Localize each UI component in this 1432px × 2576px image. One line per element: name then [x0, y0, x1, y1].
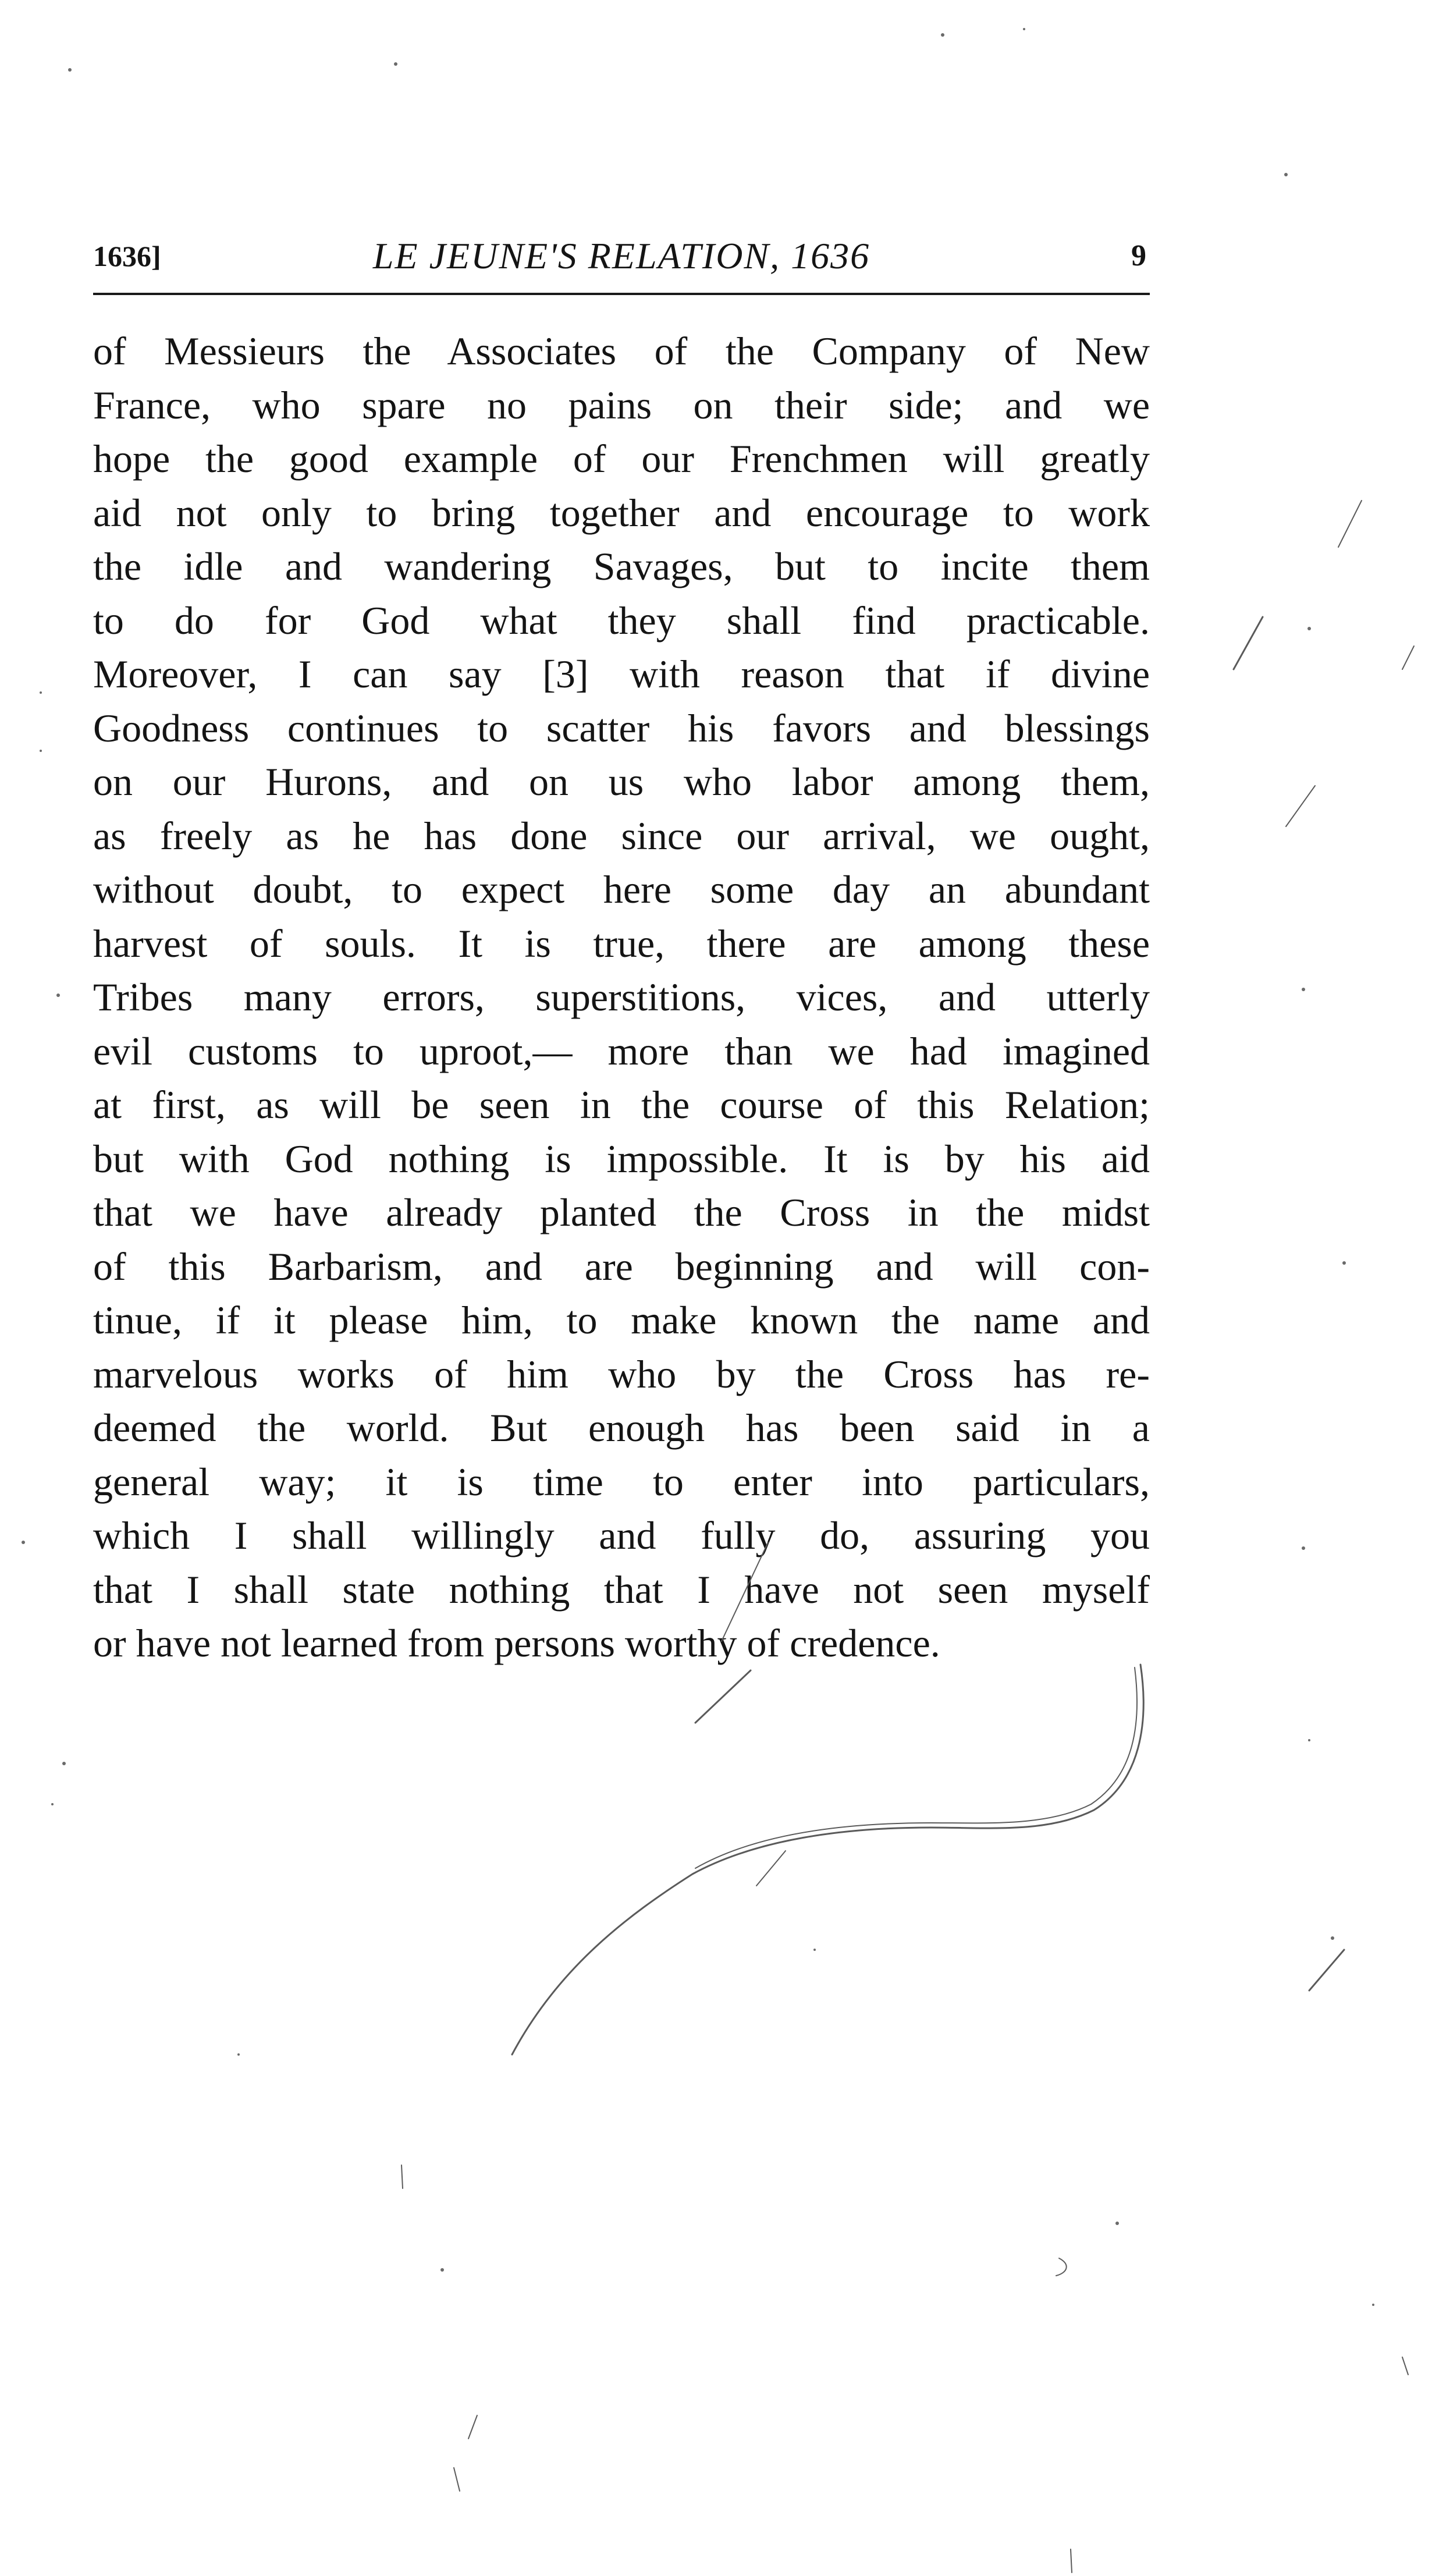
speck [40, 691, 42, 694]
pencil-slash-mark [1402, 646, 1414, 669]
running-head-year: 1636] [93, 240, 161, 272]
pencil-tick-mark [1071, 2549, 1072, 2573]
speck [1302, 1546, 1305, 1550]
speck [62, 1762, 66, 1765]
speck [1302, 988, 1305, 991]
running-head [93, 233, 1150, 279]
text-line: France, who spare no pains on their side; and we [93, 382, 1150, 427]
header-rule [93, 293, 1150, 295]
pencil-tick-mark [454, 2468, 460, 2491]
speck [56, 994, 60, 997]
page-number: 9 [1131, 239, 1146, 272]
text-line: that we have already planted the Cross in the midst [93, 1190, 1150, 1234]
pencil-slash-mark [695, 1670, 751, 1723]
speck [1342, 1261, 1346, 1265]
pencil-slash-mark [1338, 501, 1362, 547]
text-line: the idle and wandering Savages, but to incite them [93, 544, 1150, 588]
speck [813, 1949, 816, 1951]
body-text [93, 324, 1150, 1670]
speck [1115, 2222, 1119, 2225]
pencil-tick-mark [1402, 2357, 1408, 2375]
speck [440, 2268, 444, 2272]
speck [1307, 627, 1311, 630]
pencil-slash-mark [1234, 617, 1263, 669]
pencil-loop-mark [512, 1665, 1143, 2055]
text-line: marvelous works of him who by the Cross has re- [93, 1351, 1150, 1396]
text-line: as freely as he has done since our arrival, we ought, [93, 813, 1150, 858]
speck [1331, 1936, 1334, 1940]
text-line: which I shall willingly and fully do, assuring you [93, 1513, 1150, 1557]
text-line: at first, as will be seen in the course of this Relation; [93, 1083, 1150, 1127]
text-line: of Messieurs the Associates of the Company of New [93, 329, 1150, 373]
pencil-slash-mark [1286, 786, 1315, 826]
text-line: hope the good example of our Frenchmen will greatly [93, 437, 1150, 481]
pencil-slash-mark [1309, 1950, 1344, 1990]
pencil-tick-mark [468, 2415, 477, 2439]
pencil-tick-mark [1056, 2258, 1067, 2276]
pencil-slash-mark [756, 1851, 786, 1886]
text-line: Goodness continues to scatter his favors and blessings [93, 705, 1150, 750]
speck [22, 1541, 25, 1544]
speck [40, 750, 42, 752]
text-line: of this Barbarism, and are beginning and will con- [93, 1244, 1150, 1289]
speck [1023, 28, 1025, 30]
speck [51, 1803, 54, 1805]
speck [1308, 1739, 1310, 1741]
text-line: general way; it is time to enter into particulars, [93, 1459, 1150, 1504]
speck [1372, 2304, 1374, 2306]
speck [394, 62, 397, 66]
text-line: to do for God what they shall find practicable. [93, 598, 1150, 643]
text-line: tinue, if it please him, to make known the name and [93, 1298, 1150, 1342]
text-line: or have not learned from persons worthy of credence. [93, 1621, 940, 1665]
speck [1284, 173, 1288, 176]
text-line: that I shall state nothing that I have not seen myself [93, 1567, 1150, 1612]
text-line: aid not only to bring together and encourage to work [93, 490, 1150, 535]
speck [68, 68, 72, 72]
text-line: but with God nothing is impossible. It is by his aid [93, 1136, 1150, 1181]
text-line: harvest of souls. It is true, there are among these [93, 921, 1150, 966]
text-line: Tribes many errors, superstitions, vices, and utterly [93, 975, 1150, 1019]
text-line: without doubt, to expect here some day an abundant [93, 867, 1150, 911]
pencil-loop-mark-inner [695, 1667, 1137, 1868]
text-line: on our Hurons, and on us who labor among them, [93, 760, 1150, 804]
text-line: evil customs to uproot,— more than we had imagined [93, 1028, 1150, 1073]
speck [941, 33, 944, 37]
text-line: deemed the world. But enough has been said in a [93, 1406, 1150, 1450]
running-head-title: LE JEUNE'S RELATION, 1636 [372, 235, 870, 276]
pencil-tick-mark [401, 2165, 403, 2188]
speck [237, 2053, 240, 2056]
text-line: Moreover, I can say [3] with reason that if divine [93, 652, 1150, 696]
